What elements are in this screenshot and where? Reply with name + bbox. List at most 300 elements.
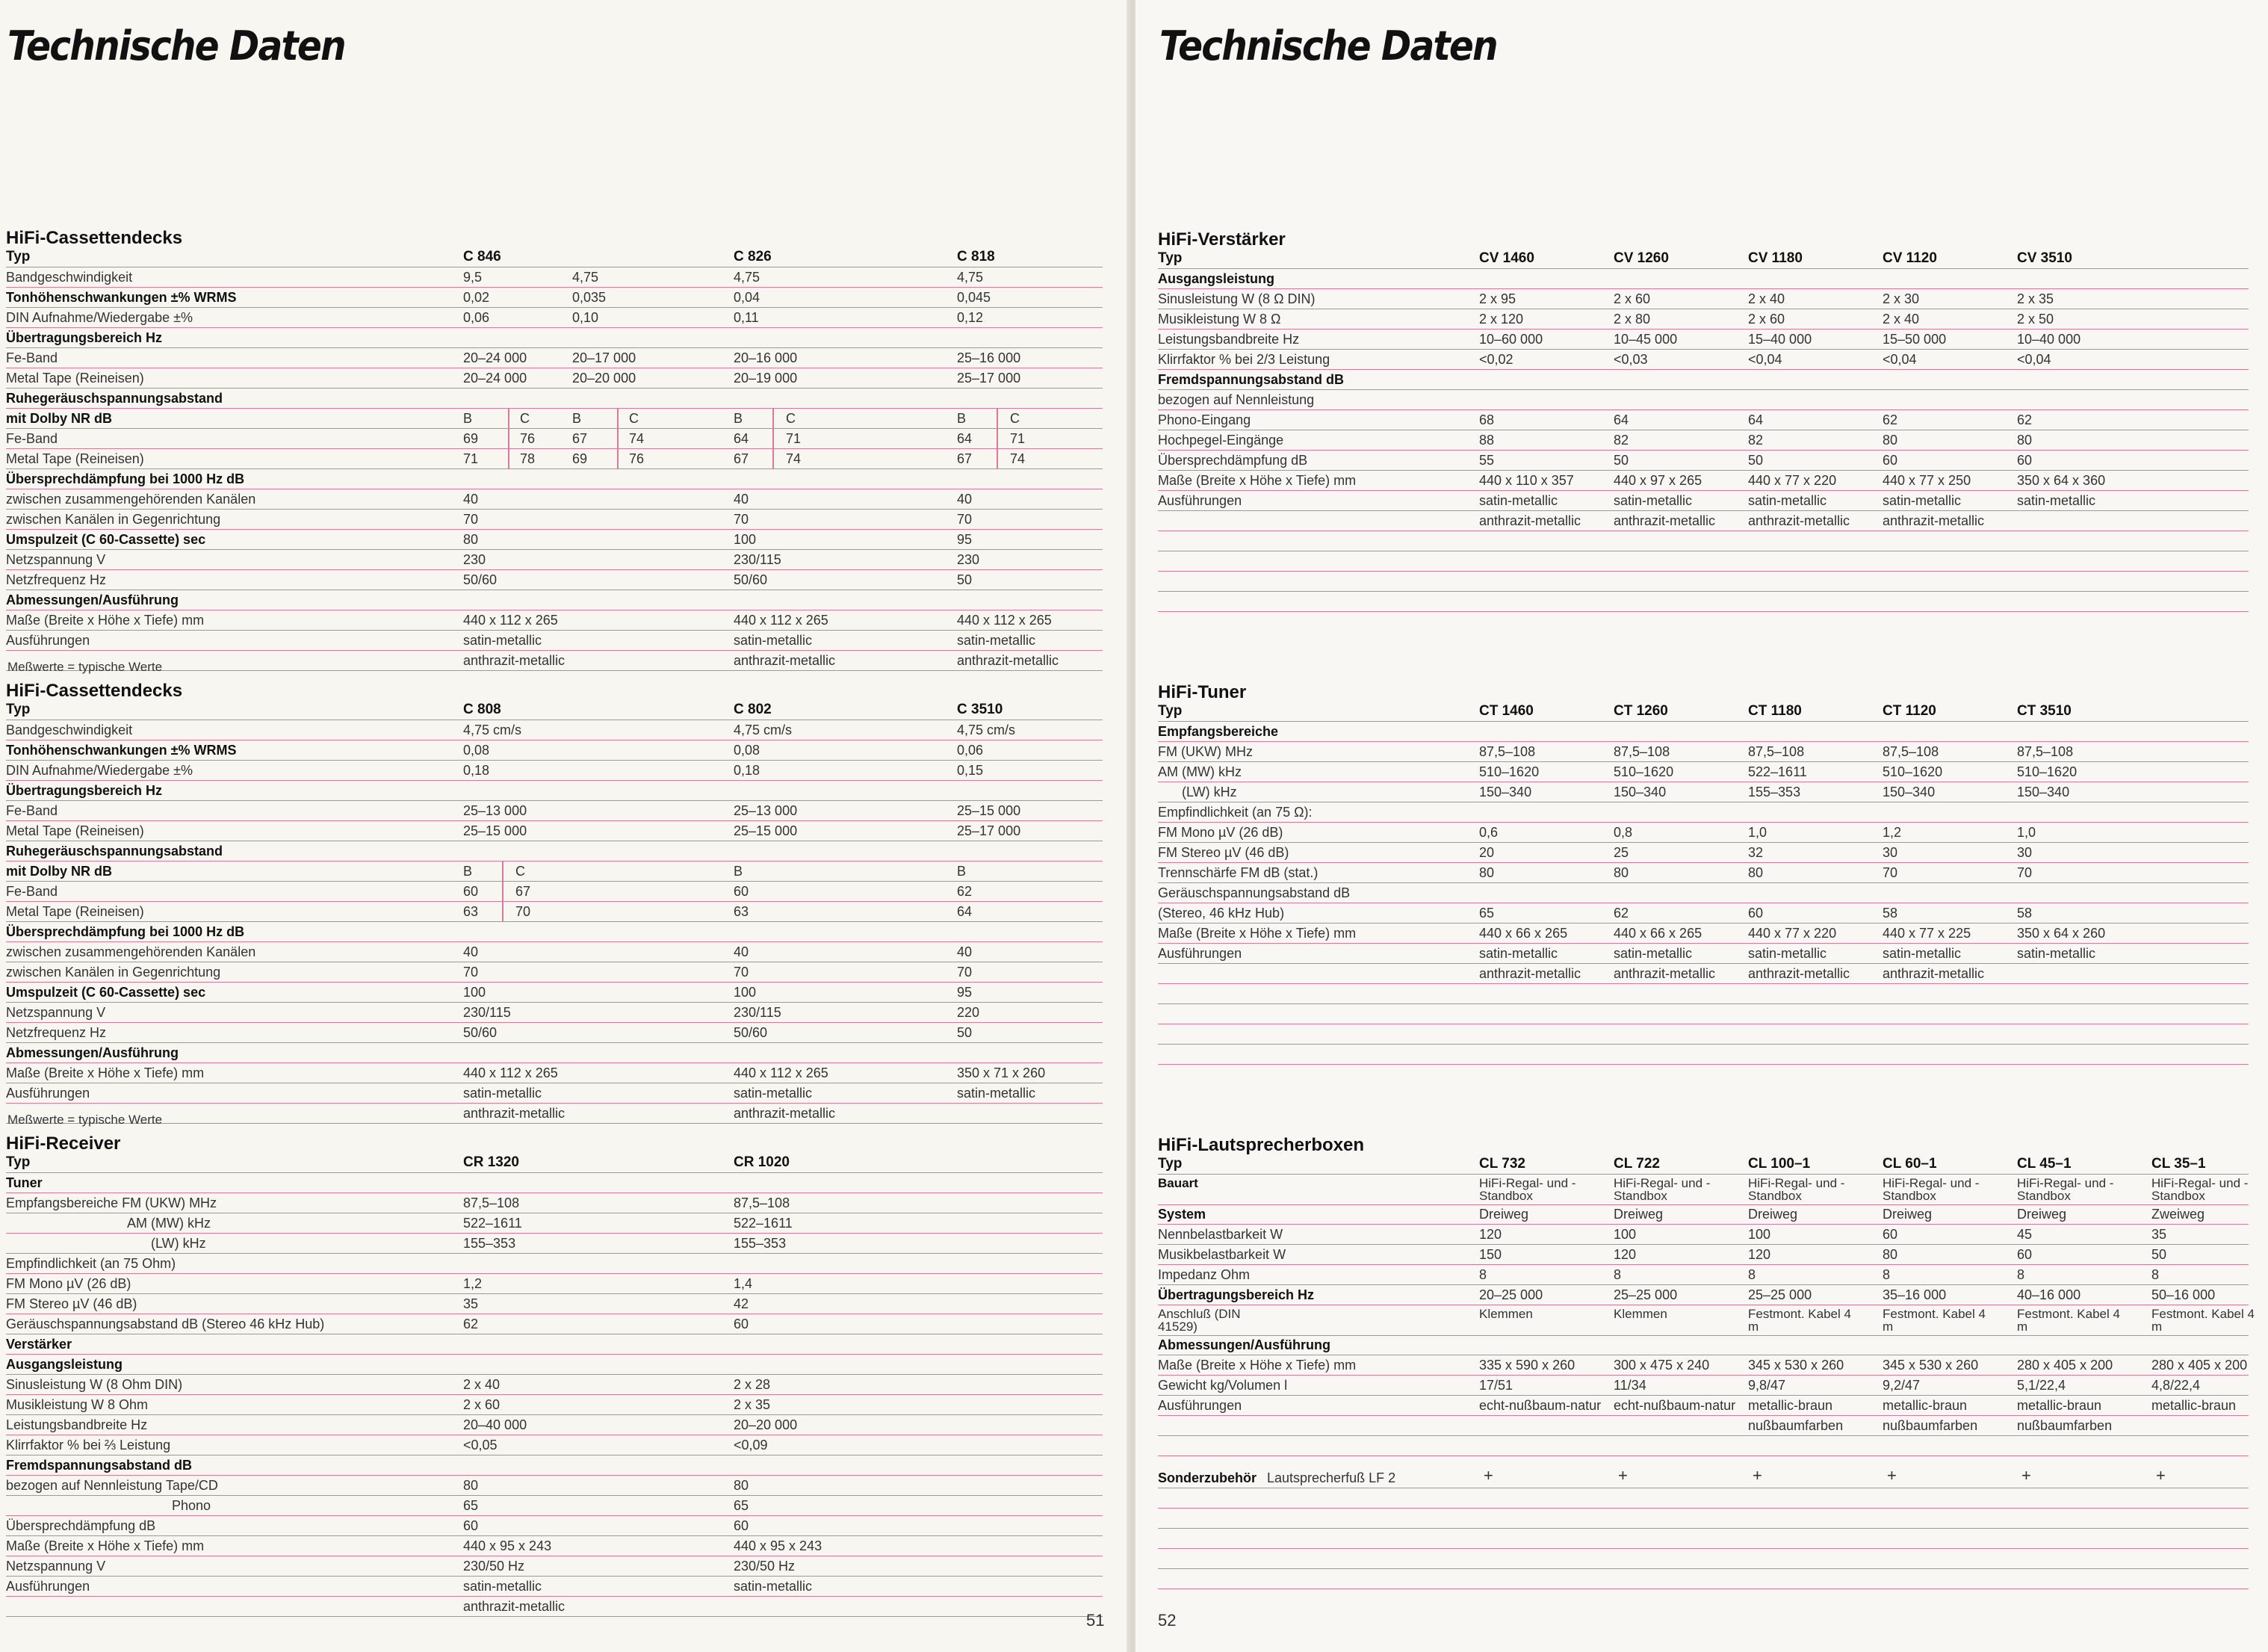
amp-label: bezogen auf Nennleistung xyxy=(1158,392,1315,407)
speakers-value: 4,8/22,4 xyxy=(2151,1378,2201,1393)
cass1-value: 100 xyxy=(734,532,757,547)
amp-value: 2 x 95 xyxy=(1479,291,1516,306)
cass2-value: 100 xyxy=(734,985,757,1000)
amp-label: Phono-Eingang xyxy=(1158,412,1251,427)
amp-value: <0,02 xyxy=(1479,352,1513,367)
page-number-right: 52 xyxy=(1158,1611,1177,1630)
receiver-row xyxy=(6,1355,1103,1375)
speakers-row xyxy=(1158,1416,2249,1436)
tuner-value: 440 x 77 x 225 xyxy=(1883,926,1971,941)
speakers-value: CL 732 xyxy=(1479,1156,1525,1172)
cass1-value: 71 xyxy=(1010,431,1026,446)
speakers-value: 300 x 475 x 240 xyxy=(1614,1358,1710,1373)
cass2-label: Maße (Breite x Höhe x Tiefe) mm xyxy=(6,1065,205,1080)
speakers-value: 35 xyxy=(2151,1227,2167,1242)
cass2-label: zwischen Kanälen in Gegenrichtung xyxy=(6,965,221,980)
cass2-row xyxy=(6,1104,1103,1124)
amp-value: 64 xyxy=(1614,412,1629,427)
receiver-row xyxy=(6,1556,1103,1577)
page-right xyxy=(1135,0,2268,1652)
amp-value: 2 x 80 xyxy=(1614,312,1651,327)
amp-row xyxy=(1158,330,2249,350)
amp-value: 2 x 30 xyxy=(1883,291,1920,306)
tuner-label: AM (MW) kHz xyxy=(1158,764,1242,779)
speakers-value: 60 xyxy=(1883,1227,1898,1242)
cass1-value: 440 x 112 x 265 xyxy=(734,613,828,628)
tuner-value: 440 x 77 x 220 xyxy=(1748,926,1837,941)
cass2-value: 70 xyxy=(957,965,973,980)
speakers-value: Festmont. Kabel 4 m xyxy=(2151,1307,2255,1334)
receiver-label: Leistungsbandbreite Hz xyxy=(6,1417,148,1432)
speakers-value: Festmont. Kabel 4 m xyxy=(1748,1307,1851,1334)
tuner-value: 87,5–108 xyxy=(1883,744,1939,759)
cass1-row xyxy=(6,631,1103,651)
receiver-value: 60 xyxy=(734,1317,749,1331)
amp-value: CV 1180 xyxy=(1748,250,1803,266)
cass1-value: 69 xyxy=(572,451,588,466)
cass2-label: Netzspannung V xyxy=(6,1005,106,1020)
cass1-value: 230 xyxy=(463,552,486,567)
receiver-label: Sinusleistung W (8 Ohm DIN) xyxy=(6,1377,183,1392)
tuner-value: anthrazit-metallic xyxy=(1748,966,1850,981)
cass1-value: 0,10 xyxy=(572,310,599,325)
speakers-value: CL 722 xyxy=(1614,1156,1660,1172)
tuner-row xyxy=(1158,984,2249,1004)
amp-value: satin-metallic xyxy=(1748,493,1827,508)
receiver-label: FM Mono µV (26 dB) xyxy=(6,1276,131,1291)
receiver-label: Geräuschspannungsabstand dB (Stereo 46 kHz Hub) xyxy=(6,1317,325,1331)
cass2-row xyxy=(6,922,1103,942)
amp-row xyxy=(1158,531,2249,551)
speakers-value: HiFi-Regal- und -Standbox xyxy=(1883,1176,1980,1203)
cass2-divider xyxy=(502,861,504,922)
cass2-row xyxy=(6,882,1103,902)
cass1-value: satin-metallic xyxy=(463,633,542,648)
cass1-value: anthrazit-metallic xyxy=(463,653,566,668)
cass2-value: 64 xyxy=(957,904,973,919)
amp-value: <0,03 xyxy=(1614,352,1648,367)
tuner-row xyxy=(1158,1024,2249,1045)
speakers-value: 11/34 xyxy=(1614,1378,1646,1393)
speakers-value: CL 45–1 xyxy=(2017,1156,2072,1172)
receiver-value: 522–1611 xyxy=(463,1216,522,1231)
cass1-row xyxy=(6,570,1103,590)
cass1-value: 4,75 xyxy=(734,270,760,285)
cass1-value: anthrazit-metallic xyxy=(734,653,836,668)
receiver-value: satin-metallic xyxy=(463,1579,542,1594)
receiver-value: 230/50 Hz xyxy=(734,1559,796,1574)
speakers-value: Klemmen xyxy=(1479,1307,1533,1321)
tuner-label: Empfindlichkeit (an 75 Ω): xyxy=(1158,805,1313,820)
speakers-value: metallic-braun xyxy=(1883,1398,1968,1413)
tuner-value: CT 1180 xyxy=(1748,703,1802,719)
receiver-row xyxy=(6,1294,1103,1314)
cass2-value: 40 xyxy=(734,944,749,959)
tuner-value: 32 xyxy=(1748,845,1764,860)
receiver-value: CR 1020 xyxy=(734,1154,790,1170)
receiver-value: 2 x 60 xyxy=(463,1397,501,1412)
speakers-value: Dreiweg xyxy=(1614,1207,1664,1222)
tuner-value: CT 1260 xyxy=(1614,703,1668,719)
cass1-value: 9,5 xyxy=(463,270,483,285)
speakers-row xyxy=(1158,1305,2255,1336)
amp-label: Fremdspannungsabstand dB xyxy=(1158,372,1345,387)
speakers-value: nußbaumfarben xyxy=(1883,1418,1978,1433)
cass2-value: 62 xyxy=(957,884,973,899)
cass1-row xyxy=(6,550,1103,570)
amp-value: CV 1260 xyxy=(1614,250,1669,266)
accessory-mark: + xyxy=(1753,1466,1762,1485)
tuner-value: 1,0 xyxy=(2017,825,2036,840)
tuner-value: satin-metallic xyxy=(1614,946,1693,961)
tuner-value: 510–1620 xyxy=(2017,764,2078,779)
receiver-label: Verstärker xyxy=(6,1337,72,1352)
cass2-label: Tonhöhenschwankungen ±% WRMS xyxy=(6,743,237,758)
speakers-value: 35–16 000 xyxy=(1883,1287,1947,1302)
receiver-label: FM Stereo µV (46 dB) xyxy=(6,1296,137,1311)
amp-value: 15–40 000 xyxy=(1748,332,1812,347)
cass1-value: B xyxy=(572,411,582,426)
tuner-value: anthrazit-metallic xyxy=(1883,966,1985,981)
measure-note-1: Meßwerte = typische Werte xyxy=(7,660,163,674)
amp-label: Typ xyxy=(1158,250,1183,266)
cass1-value: 67 xyxy=(957,451,973,466)
cass1-label: DIN Aufnahme/Wiedergabe ±% xyxy=(6,310,193,325)
accessory-blank-row xyxy=(1158,1488,2249,1509)
receiver-label: Fremdspannungsabstand dB xyxy=(6,1458,193,1473)
receiver-label: Tuner xyxy=(6,1175,43,1190)
cass2-value: B xyxy=(463,864,473,879)
speakers-value: Festmont. Kabel 4 m xyxy=(2017,1307,2120,1334)
cass2-value: 63 xyxy=(734,904,749,919)
tuner-value: 150–340 xyxy=(1479,785,1532,799)
tuner-value: 80 xyxy=(1479,865,1495,880)
cass1-value: satin-metallic xyxy=(957,633,1036,648)
speakers-value: 8 xyxy=(1479,1267,1487,1282)
receiver-value: 35 xyxy=(463,1296,479,1311)
amp-value: <0,04 xyxy=(1748,352,1782,367)
cass2-value: C 808 xyxy=(463,702,501,717)
amp-value: 68 xyxy=(1479,412,1495,427)
cass2-value: 0,15 xyxy=(957,763,984,778)
cass1-row xyxy=(6,267,1103,288)
tuner-value: satin-metallic xyxy=(2017,946,2096,961)
cass1-value: 64 xyxy=(957,431,973,446)
speakers-label: Anschluß (DIN 41529) xyxy=(1158,1307,1241,1334)
tuner-value: CT 1120 xyxy=(1883,703,1936,719)
cass2-label: Abmessungen/Ausführung xyxy=(6,1045,179,1060)
speakers-value: 50–16 000 xyxy=(2151,1287,2216,1302)
cass1-value: 70 xyxy=(463,512,479,527)
amp-value: satin-metallic xyxy=(1614,493,1693,508)
tuner-value: 87,5–108 xyxy=(2017,744,2074,759)
cass1-divider xyxy=(617,429,619,449)
receiver-label: Übersprechdämpfung dB xyxy=(6,1518,156,1533)
cass2-label: Ausführungen xyxy=(6,1086,90,1101)
amp-value: CV 1120 xyxy=(1883,250,1937,266)
receiver-label: (LW) kHz xyxy=(151,1236,206,1251)
receiver-label: Ausgangsleistung xyxy=(6,1357,123,1372)
cass2-value: 40 xyxy=(957,944,973,959)
cass2-label: Umspulzeit (C 60-Cassette) sec xyxy=(6,985,206,1000)
accessory-blank-row xyxy=(1158,1509,2249,1529)
receiver-value: 2 x 35 xyxy=(734,1397,771,1412)
cass1-divider xyxy=(617,409,619,429)
amp-label: Hochpegel-Eingänge xyxy=(1158,433,1284,448)
cass1-value: 20–16 000 xyxy=(734,350,798,365)
tuner-value: 25 xyxy=(1614,845,1629,860)
amp-row xyxy=(1158,511,2249,531)
tuner-value: anthrazit-metallic xyxy=(1614,966,1716,981)
receiver-value: 62 xyxy=(463,1317,479,1331)
cass2-value: 25–13 000 xyxy=(734,803,798,818)
tuner-value: 0,8 xyxy=(1614,825,1633,840)
cass1-divider xyxy=(508,409,509,429)
cass2-value: 220 xyxy=(957,1005,980,1020)
cass1-label: zwischen Kanälen in Gegenrichtung xyxy=(6,512,221,527)
tuner-row xyxy=(1158,944,2249,964)
cass1-value: 70 xyxy=(957,512,973,527)
cass1-value: 50/60 xyxy=(463,572,498,587)
cass1-value: B xyxy=(957,411,967,426)
cass1-value: 440 x 112 x 265 xyxy=(463,613,558,628)
amp-row xyxy=(1158,471,2249,491)
tuner-value: 20 xyxy=(1479,845,1495,860)
cass1-row xyxy=(6,288,1103,308)
tuner-value: 510–1620 xyxy=(1883,764,1943,779)
cass2-row xyxy=(6,962,1103,983)
cass2-row xyxy=(6,841,1103,861)
cass2-row xyxy=(6,700,1103,720)
receiver-row xyxy=(6,1153,1103,1173)
cass2-value: 25–15 000 xyxy=(463,823,527,838)
tuner-value: 80 xyxy=(1748,865,1764,880)
tuner-value: 87,5–108 xyxy=(1479,744,1536,759)
receiver-row xyxy=(6,1516,1103,1536)
speakers-value: 345 x 530 x 260 xyxy=(1883,1358,1979,1373)
tuner-value: 1,0 xyxy=(1748,825,1767,840)
speakers-value: 80 xyxy=(1883,1247,1898,1262)
speakers-value: 280 x 405 x 200 xyxy=(2017,1358,2113,1373)
receiver-value: 42 xyxy=(734,1296,749,1311)
cass2-value: 25–15 000 xyxy=(957,803,1021,818)
accessory-mark: + xyxy=(1887,1466,1897,1485)
tuner-row xyxy=(1158,722,2249,742)
receiver-value: satin-metallic xyxy=(734,1579,813,1594)
speakers-value: CL 35–1 xyxy=(2151,1156,2206,1172)
cass1-value: 20–24 000 xyxy=(463,371,527,386)
speakers-row xyxy=(1158,1154,2249,1175)
speakers-value: 120 xyxy=(1479,1227,1502,1242)
cass1-value: 40 xyxy=(957,492,973,507)
cass1-row xyxy=(6,247,1103,267)
tuner-row xyxy=(1158,702,2249,722)
tuner-value: CT 1460 xyxy=(1479,703,1534,719)
tuner-value: 150–340 xyxy=(2017,785,2070,799)
amp-value: 62 xyxy=(1883,412,1898,427)
speakers-value: 8 xyxy=(1883,1267,1891,1282)
receiver-value: 1,4 xyxy=(734,1276,753,1291)
speakers-value: 5,1/22,4 xyxy=(2017,1378,2066,1393)
tuner-row xyxy=(1158,782,2249,802)
cass2-value: 70 xyxy=(515,904,531,919)
cass1-value: 0,045 xyxy=(957,290,991,305)
speakers-label: Nennbelastbarkeit W xyxy=(1158,1227,1283,1242)
cass1-label: Maße (Breite x Höhe x Tiefe) mm xyxy=(6,613,205,628)
amp-value: CV 3510 xyxy=(2017,250,2072,266)
amp-row xyxy=(1158,390,2249,410)
cass2-value: 440 x 112 x 265 xyxy=(463,1065,558,1080)
cass2-label: mit Dolby NR dB xyxy=(6,864,112,879)
receiver-row xyxy=(6,1577,1103,1597)
cass1-value: 67 xyxy=(572,431,588,446)
cass2-title: HiFi-Cassettendecks xyxy=(6,681,183,701)
amp-row xyxy=(1158,410,2249,430)
amp-value: 350 x 64 x 360 xyxy=(2017,473,2106,488)
cass1-value: 70 xyxy=(734,512,749,527)
amp-value: satin-metallic xyxy=(2017,493,2096,508)
tuner-value: 58 xyxy=(2017,906,2033,921)
cass1-row xyxy=(6,469,1103,489)
cass1-row xyxy=(6,348,1103,368)
amp-value: 2 x 50 xyxy=(2017,312,2054,327)
receiver-row xyxy=(6,1375,1103,1395)
amp-value: 80 xyxy=(1883,433,1898,448)
speakers-row xyxy=(1158,1335,2249,1355)
cass2-value: 4,75 cm/s xyxy=(957,723,1016,737)
cass2-row xyxy=(6,801,1103,821)
tuner-row xyxy=(1158,1004,2249,1024)
amp-value: anthrazit-metallic xyxy=(1748,513,1850,528)
cass1-row xyxy=(6,449,1103,469)
receiver-value: 155–353 xyxy=(463,1236,516,1251)
amp-value: 2 x 60 xyxy=(1748,312,1785,327)
cass1-value: 4,75 xyxy=(572,270,599,285)
amp-value: satin-metallic xyxy=(1479,493,1558,508)
cass1-label: Übertragungsbereich Hz xyxy=(6,330,163,345)
cass2-row xyxy=(6,720,1103,740)
amp-value: 2 x 60 xyxy=(1614,291,1651,306)
speakers-row xyxy=(1158,1355,2249,1376)
cass2-row xyxy=(6,1003,1103,1023)
speakers-value: nußbaumfarben xyxy=(2017,1418,2113,1433)
cass2-label: Fe-Band xyxy=(6,803,58,818)
speakers-label: Übertragungsbereich Hz xyxy=(1158,1287,1315,1302)
receiver-value: 20–40 000 xyxy=(463,1417,527,1432)
tuner-label: (LW) kHz xyxy=(1182,785,1237,799)
cass1-value: 40 xyxy=(734,492,749,507)
cass1-divider xyxy=(772,409,774,469)
cass1-value: 230/115 xyxy=(734,552,781,567)
speakers-label: Abmessungen/Ausführung xyxy=(1158,1337,1331,1352)
speakers-value: 9,8/47 xyxy=(1748,1378,1786,1393)
speakers-label: System xyxy=(1158,1207,1206,1222)
cass1-value: 76 xyxy=(520,431,536,446)
speakers-value: HiFi-Regal- und -Standbox xyxy=(1479,1176,1576,1203)
tuner-value: 522–1611 xyxy=(1748,764,1807,779)
measure-note-2: Meßwerte = typische Werte xyxy=(7,1113,163,1127)
amp-value: 15–50 000 xyxy=(1883,332,1947,347)
cass1-label: Netzspannung V xyxy=(6,552,106,567)
accessory-label: Sonderzubehör xyxy=(1158,1470,1257,1485)
speakers-label: Impedanz Ohm xyxy=(1158,1267,1251,1282)
amp-label: Musikleistung W 8 Ω xyxy=(1158,312,1281,327)
cass2-value: 25–13 000 xyxy=(463,803,527,818)
receiver-value: 87,5–108 xyxy=(734,1195,790,1210)
tuner-value: 70 xyxy=(2017,865,2033,880)
receiver-row xyxy=(6,1173,1103,1193)
tuner-label: Trennschärfe FM dB (stat.) xyxy=(1158,865,1319,880)
receiver-row xyxy=(6,1476,1103,1496)
cass2-value: 25–17 000 xyxy=(957,823,1021,838)
speakers-value: metallic-braun xyxy=(2017,1398,2102,1413)
cass1-label: Umspulzeit (C 60-Cassette) sec xyxy=(6,532,206,547)
speakers-value: metallic-braun xyxy=(1748,1398,1833,1413)
amp-value: anthrazit-metallic xyxy=(1883,513,1985,528)
speakers-label: Gewicht kg/Volumen l xyxy=(1158,1378,1288,1393)
amp-value: 62 xyxy=(2017,412,2033,427)
tuner-value: 30 xyxy=(2017,845,2033,860)
receiver-row xyxy=(6,1455,1103,1476)
speakers-value: 100 xyxy=(1748,1227,1771,1242)
speakers-value: Dreiweg xyxy=(1479,1207,1529,1222)
cass1-value: 76 xyxy=(629,451,645,466)
cass1-row xyxy=(6,510,1103,530)
tuner-value: satin-metallic xyxy=(1479,946,1558,961)
cass2-label: Ruhegeräuschspannungsabstand xyxy=(6,844,223,859)
amp-value: 440 x 77 x 220 xyxy=(1748,473,1837,488)
amp-value: 82 xyxy=(1748,433,1764,448)
cass1-value: 20–20 000 xyxy=(572,371,636,386)
cass1-value: 69 xyxy=(463,431,479,446)
cass1-value: C xyxy=(786,411,796,426)
speakers-label: Typ xyxy=(1158,1156,1183,1172)
speakers-row xyxy=(1158,1436,2249,1456)
tuner-row xyxy=(1158,762,2249,782)
tuner-value: 87,5–108 xyxy=(1614,744,1670,759)
cass1-value: 95 xyxy=(957,532,973,547)
receiver-label: Empfindlichkeit (an 75 Ohm) xyxy=(6,1256,176,1271)
tuner-value: satin-metallic xyxy=(1883,946,1962,961)
cass1-label: Typ xyxy=(6,249,31,264)
page-heading-right: Technische Daten xyxy=(1159,22,1497,69)
receiver-row xyxy=(6,1213,1103,1234)
cass1-label: Ruhegeräuschspannungsabstand xyxy=(6,391,223,406)
cass2-row xyxy=(6,861,1103,882)
receiver-value: 1,2 xyxy=(463,1276,483,1291)
speakers-value: 9,2/47 xyxy=(1883,1378,1921,1393)
cass2-value: anthrazit-metallic xyxy=(734,1106,836,1121)
cass1-value: C 826 xyxy=(734,249,772,264)
cass2-value: 63 xyxy=(463,904,479,919)
amp-value: 2 x 120 xyxy=(1479,312,1524,327)
tuner-row xyxy=(1158,823,2249,843)
tuner-title: HiFi-Tuner xyxy=(1158,682,1247,702)
speakers-value: CL 100–1 xyxy=(1748,1156,1811,1172)
tuner-value: 87,5–108 xyxy=(1748,744,1805,759)
tuner-value: 150–340 xyxy=(1614,785,1667,799)
cass2-value: 100 xyxy=(463,985,486,1000)
amp-value: 50 xyxy=(1748,453,1764,468)
receiver-value: 440 x 95 x 243 xyxy=(463,1538,552,1553)
cass2-row xyxy=(6,781,1103,801)
cass1-value: 0,06 xyxy=(463,310,490,325)
speakers-value: 60 xyxy=(2017,1247,2033,1262)
receiver-label: Klirrfaktor % bei ⅔ Leistung xyxy=(6,1438,171,1453)
speakers-value: Klemmen xyxy=(1614,1307,1667,1321)
cass2-label: Netzfrequenz Hz xyxy=(6,1025,107,1040)
cass1-label: mit Dolby NR dB xyxy=(6,411,112,426)
